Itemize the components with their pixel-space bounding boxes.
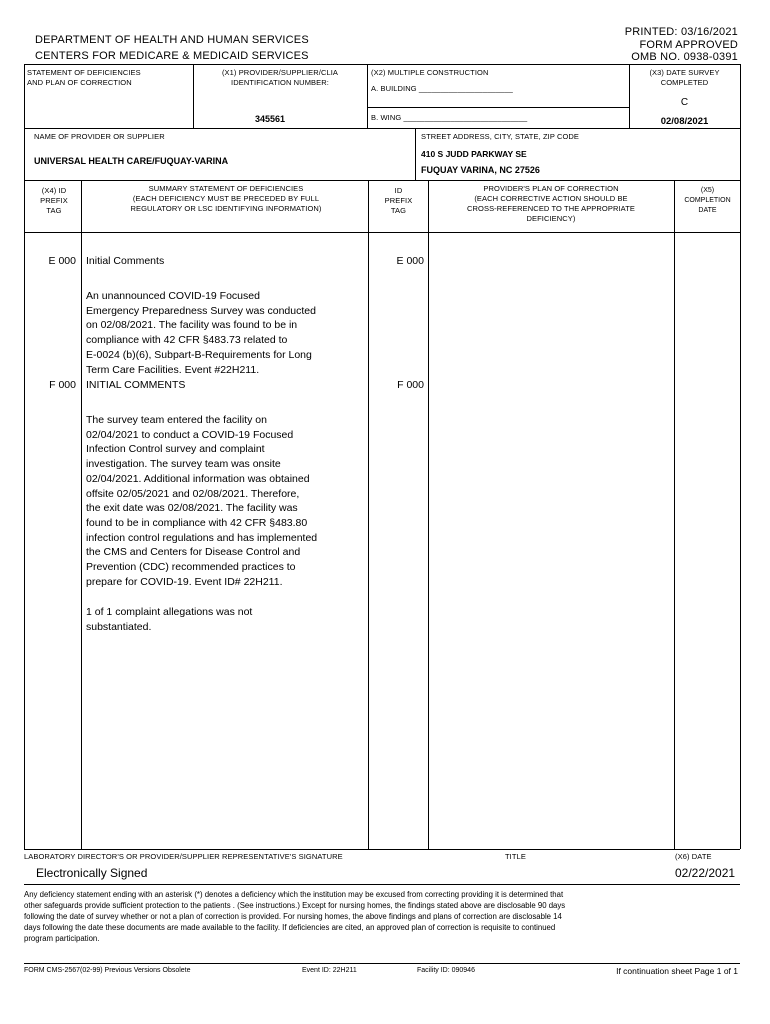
- footer-event: Event ID: 22H211: [302, 967, 357, 974]
- date-label: (X6) DATE: [675, 852, 712, 861]
- title-label: TITLE: [505, 852, 526, 861]
- footer-facility: Facility ID: 090946: [417, 967, 475, 974]
- statement-label: STATEMENT OF DEFICIENCIES AND PLAN OF CORRECTION: [27, 68, 141, 87]
- col-x5-header: (X5) COMPLETION DATE: [684, 187, 731, 214]
- col-id-header: ID PREFIX TAG: [384, 186, 413, 215]
- signature-value: Electronically Signed: [36, 866, 148, 880]
- x1-value: 345561: [255, 114, 286, 124]
- col-x4-header: (X4) ID PREFIX TAG: [40, 186, 68, 215]
- header-centers: CENTERS FOR MEDICARE & MEDICAID SERVICES: [35, 50, 309, 62]
- entry-tag: E 000: [48, 255, 76, 267]
- disclaimer: Any deficiency statement ending with an asterisk (*) denotes a deficiency which the institution may be excused from correcting providing it is determined that other safeguards provide sufficient protection to the patients . (See instructions.) Except for nursing homes, the findings stated above are disclosable 90 days following the date of survey whether or not a plan of correction is provided. For nursing homes, the above findings and plans of correction are disclosable 14 days following the date these documents are made available to the facility. If deficiencies are cited, an approved plan of correction is requisite to continued program participation.: [24, 890, 566, 943]
- entry-id-tag: F 000: [397, 379, 424, 391]
- x3-date: 02/08/2021: [660, 116, 709, 127]
- address-line1: 410 S JUDD PARKWAY SE: [421, 149, 527, 159]
- col-plan-header: PROVIDER'S PLAN OF CORRECTION (EACH CORRECTIVE ACTION SHOULD BE CROSS-REFERENCED TO THE APPROPRIATE DEFICIENCY): [467, 184, 635, 223]
- x3-label: (X3) DATE SURVEY COMPLETED: [649, 68, 720, 87]
- entry-id-tag: E 000: [396, 255, 424, 267]
- header-printed: PRINTED: 03/16/2021: [624, 26, 738, 38]
- header-department: DEPARTMENT OF HEALTH AND HUMAN SERVICES: [35, 34, 309, 46]
- entry-title: INITIAL COMMENTS: [86, 379, 186, 391]
- entry-text: An unannounced COVID-19 Focused Emergency Preparedness Survey was conducted on 02/08/2021. The facility was found to be in compliance with 42 CFR §483.73 related to E-0024 (b)(6), Subpart-B-Requirements for Long Term Care Facilities. Event #22H211.: [86, 290, 316, 376]
- signature-label: LABORATORY DIRECTOR'S OR PROVIDER/SUPPLIER REPRESENTATIVE'S SIGNATURE: [24, 852, 343, 861]
- provider-name: UNIVERSAL HEALTH CARE/FUQUAY-VARINA: [34, 156, 229, 166]
- footer-form: FORM CMS-2567(02-99) Previous Versions Obsolete: [24, 967, 191, 974]
- building-label: A. BUILDING ______________________: [371, 84, 513, 93]
- entry-tag: F 000: [49, 379, 76, 391]
- entry-text: The survey team entered the facility on 02/04/2021 to conduct a COVID-19 Focused Infection Control survey and complaint investigation. The survey team was onsite 02/04/2021. Additional information was obtained offsite 02/05/2021 and 02/08/2021. Therefore, the exit date was 02/08/2021. The facility was found to be in compliance with 42 CFR §483.80 infection control regulations and has implemented the CMS and Centers for Disease Control and Prevention (CDC) recommended practices to prepare for COVID-19. Event ID# 22H211.: [86, 414, 318, 588]
- address-label: STREET ADDRESS, CITY, STATE, ZIP CODE: [421, 132, 580, 141]
- address-line2: FUQUAY VARINA, NC 27526: [421, 165, 540, 175]
- provider-label: NAME OF PROVIDER OR SUPPLIER: [34, 132, 165, 141]
- wing-label: B. WING _____________________________: [371, 113, 528, 122]
- footer-page: If continuation sheet Page 1 of 1: [616, 966, 738, 976]
- header-omb: OMB NO. 0938-0391: [631, 51, 738, 63]
- entry-text-continued: 1 of 1 complaint allegations was not substantiated.: [86, 606, 253, 633]
- entry-title: Initial Comments: [86, 255, 165, 267]
- x1-label: (X1) PROVIDER/SUPPLIER/CLIA IDENTIFICATION NUMBER:: [221, 68, 339, 87]
- col-summary-header: SUMMARY STATEMENT OF DEFICIENCIES (EACH DEFICIENCY MUST BE PRECEDED BY FULL REGULATORY OR LSC IDENTIFYING INFORMATION): [130, 184, 322, 213]
- x2-label: (X2) MULTIPLE CONSTRUCTION: [371, 68, 489, 77]
- signature-date: 02/22/2021: [675, 866, 736, 880]
- header-form-approved: FORM APPROVED: [639, 39, 738, 51]
- x3-code: C: [680, 97, 689, 108]
